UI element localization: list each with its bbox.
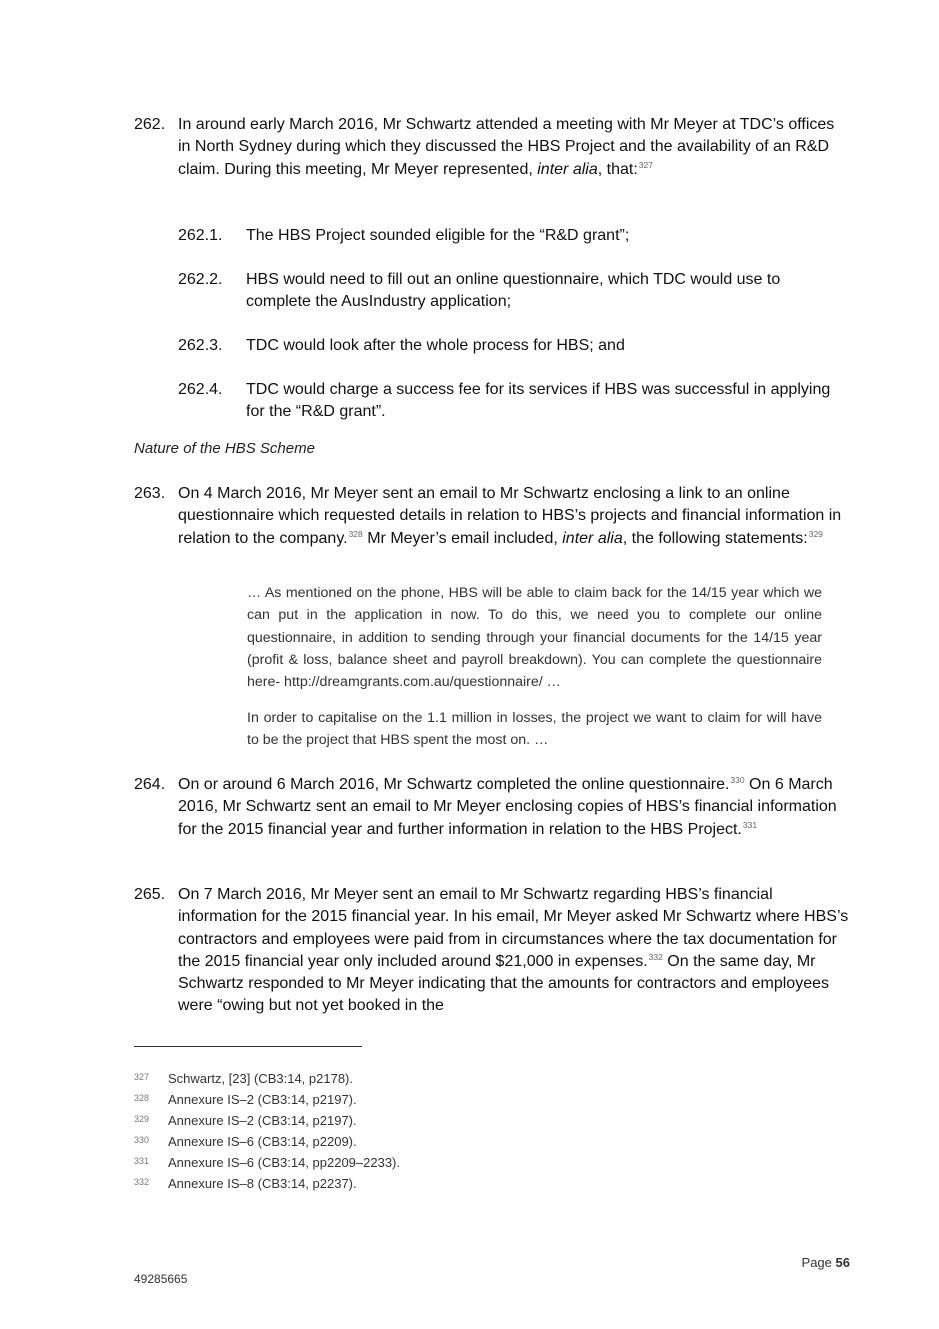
- footnote-text: Annexure IS–2 (CB3:14, p2197).: [168, 1092, 357, 1107]
- footnote-item: [134, 1112, 734, 1133]
- footnote-item: [134, 1175, 734, 1196]
- footnote-item: [134, 1091, 734, 1112]
- paragraph-number: 265.: [134, 886, 166, 903]
- footnote-item: [134, 1133, 734, 1154]
- block-quote-2: In order to capitalise on the 1.1 million in losses, the project we want to claim for will have to be the project that HBS spent the most on. …: [247, 710, 822, 749]
- subparagraph-number: 262.3.: [178, 337, 223, 354]
- block-quote-1: … As mentioned on the phone, HBS will be able to claim back for the 14/15 year which we can put in the application in now. To do this, we need you to complete our online questionnaire, in addition to sending through your financial documents for the 14/15 year (profit & loss, balance sheet and payroll breakdown). You can complete the questionnaire here- http://dreamgrants.com.au/questionnaire/ …: [247, 585, 822, 691]
- subparagraph-text: TDC would look after the whole process for HBS; and: [246, 337, 625, 354]
- footnote-number: 330: [134, 1135, 150, 1145]
- footnote-ref[interactable]: 329: [808, 528, 823, 539]
- paragraph-265: [134, 884, 850, 1018]
- footnote-number: 329: [134, 1114, 150, 1124]
- footnote-ref[interactable]: 328: [348, 528, 363, 539]
- paragraph-264: [134, 774, 850, 841]
- paragraph-263: [134, 483, 850, 550]
- paragraph-text: On 4 March 2016, Mr Meyer sent an email to Mr Schwartz enclosing a link to an online questionnaire which requested details in relation to HBS’s projects and financial information in relation to the company.$^{328}$ Mr Meyer’s email included, inter alia, the following statements:$^{329}$: [178, 485, 842, 547]
- section-heading: Nature of the HBS Scheme: [134, 440, 315, 457]
- subparagraph-262-2: [178, 269, 838, 314]
- subparagraph-number: 262.4.: [178, 381, 223, 398]
- footnote-ref[interactable]: 327: [638, 159, 653, 170]
- footnote-ref[interactable]: 332: [648, 951, 663, 962]
- footnote-number: 327: [134, 1072, 150, 1082]
- subparagraph-262-1: [178, 225, 838, 247]
- page-number-value: 56: [835, 1255, 850, 1270]
- footnote-text: Annexure IS–8 (CB3:14, p2237).: [168, 1176, 357, 1191]
- footnote-item: [134, 1070, 734, 1091]
- subparagraph-number: 262.1.: [178, 227, 223, 244]
- footnote-number: 331: [134, 1156, 150, 1166]
- footnote-text: Annexure IS–6 (CB3:14, pp2209–2233).: [168, 1155, 401, 1170]
- paragraph-number: 263.: [134, 485, 166, 502]
- footnote-text: Schwartz, [23] (CB3:14, p2178).: [168, 1071, 353, 1086]
- subparagraph-262-4: [178, 379, 838, 424]
- paragraph-text: In around early March 2016, Mr Schwartz attended a meeting with Mr Meyer at TDC’s offices in North Sydney during which they discussed the HBS Project and the availability of an R&D claim. During this meeting, Mr Meyer represented, inter alia, that:$^{327}$: [178, 116, 835, 178]
- footnote-item: [134, 1154, 734, 1175]
- paragraph-text: On or around 6 March 2016, Mr Schwartz completed the online questionnaire.$^{330}$ On 6 March 2016, Mr Schwartz sent an email to Mr Meyer enclosing copies of HBS’s financial information for the 2015 financial year and further information in relation to the HBS Project.$^{331}$: [178, 775, 837, 838]
- footnote-text: Annexure IS–2 (CB3:14, p2197).: [168, 1113, 357, 1128]
- subparagraph-text: TDC would charge a success fee for its services if HBS was successful in applying for the “R&D grant”.: [246, 381, 831, 421]
- paragraph-number: 264.: [134, 776, 166, 793]
- footnote-separator: [134, 1046, 362, 1047]
- footnote-text: Annexure IS–6 (CB3:14, p2209).: [168, 1134, 357, 1149]
- paragraph-text: On 7 March 2016, Mr Meyer sent an email to Mr Schwartz regarding HBS’s financial information for the 2015 financial year. In his email, Mr Meyer asked Mr Schwartz where HBS’s contractors and employees were paid from in circumstances where the tax documentation for the 2015 financial year only included around $21,000 in expenses.$^{332}$ On the same day, Mr Schwartz responded to Mr Meyer indicating that the amounts for contractors and employees were “owing but not yet booked in the: [178, 886, 849, 1015]
- page-label: Page: [801, 1255, 832, 1270]
- page-number: [802, 1255, 850, 1270]
- footnote-ref[interactable]: 330: [730, 775, 745, 785]
- document-id: 49285665: [134, 1272, 188, 1286]
- paragraph-number: 262.: [134, 116, 166, 133]
- footnote-ref[interactable]: 331: [742, 819, 758, 830]
- subparagraph-text: HBS would need to fill out an online questionnaire, which TDC would use to complete the AusIndustry application;: [246, 271, 781, 311]
- subparagraph-number: 262.2.: [178, 271, 223, 288]
- emphasis-inter-alia: inter alia: [537, 160, 598, 178]
- footnote-number: 332: [134, 1177, 150, 1187]
- subparagraph-262-3: [178, 335, 838, 357]
- footnote-list: [134, 1070, 734, 1196]
- footnote-number: 328: [134, 1093, 150, 1103]
- subparagraph-text: The HBS Project sounded eligible for the “R&D grant”;: [246, 227, 630, 244]
- emphasis-inter-alia: inter alia: [562, 529, 623, 547]
- paragraph-262: [134, 114, 850, 181]
